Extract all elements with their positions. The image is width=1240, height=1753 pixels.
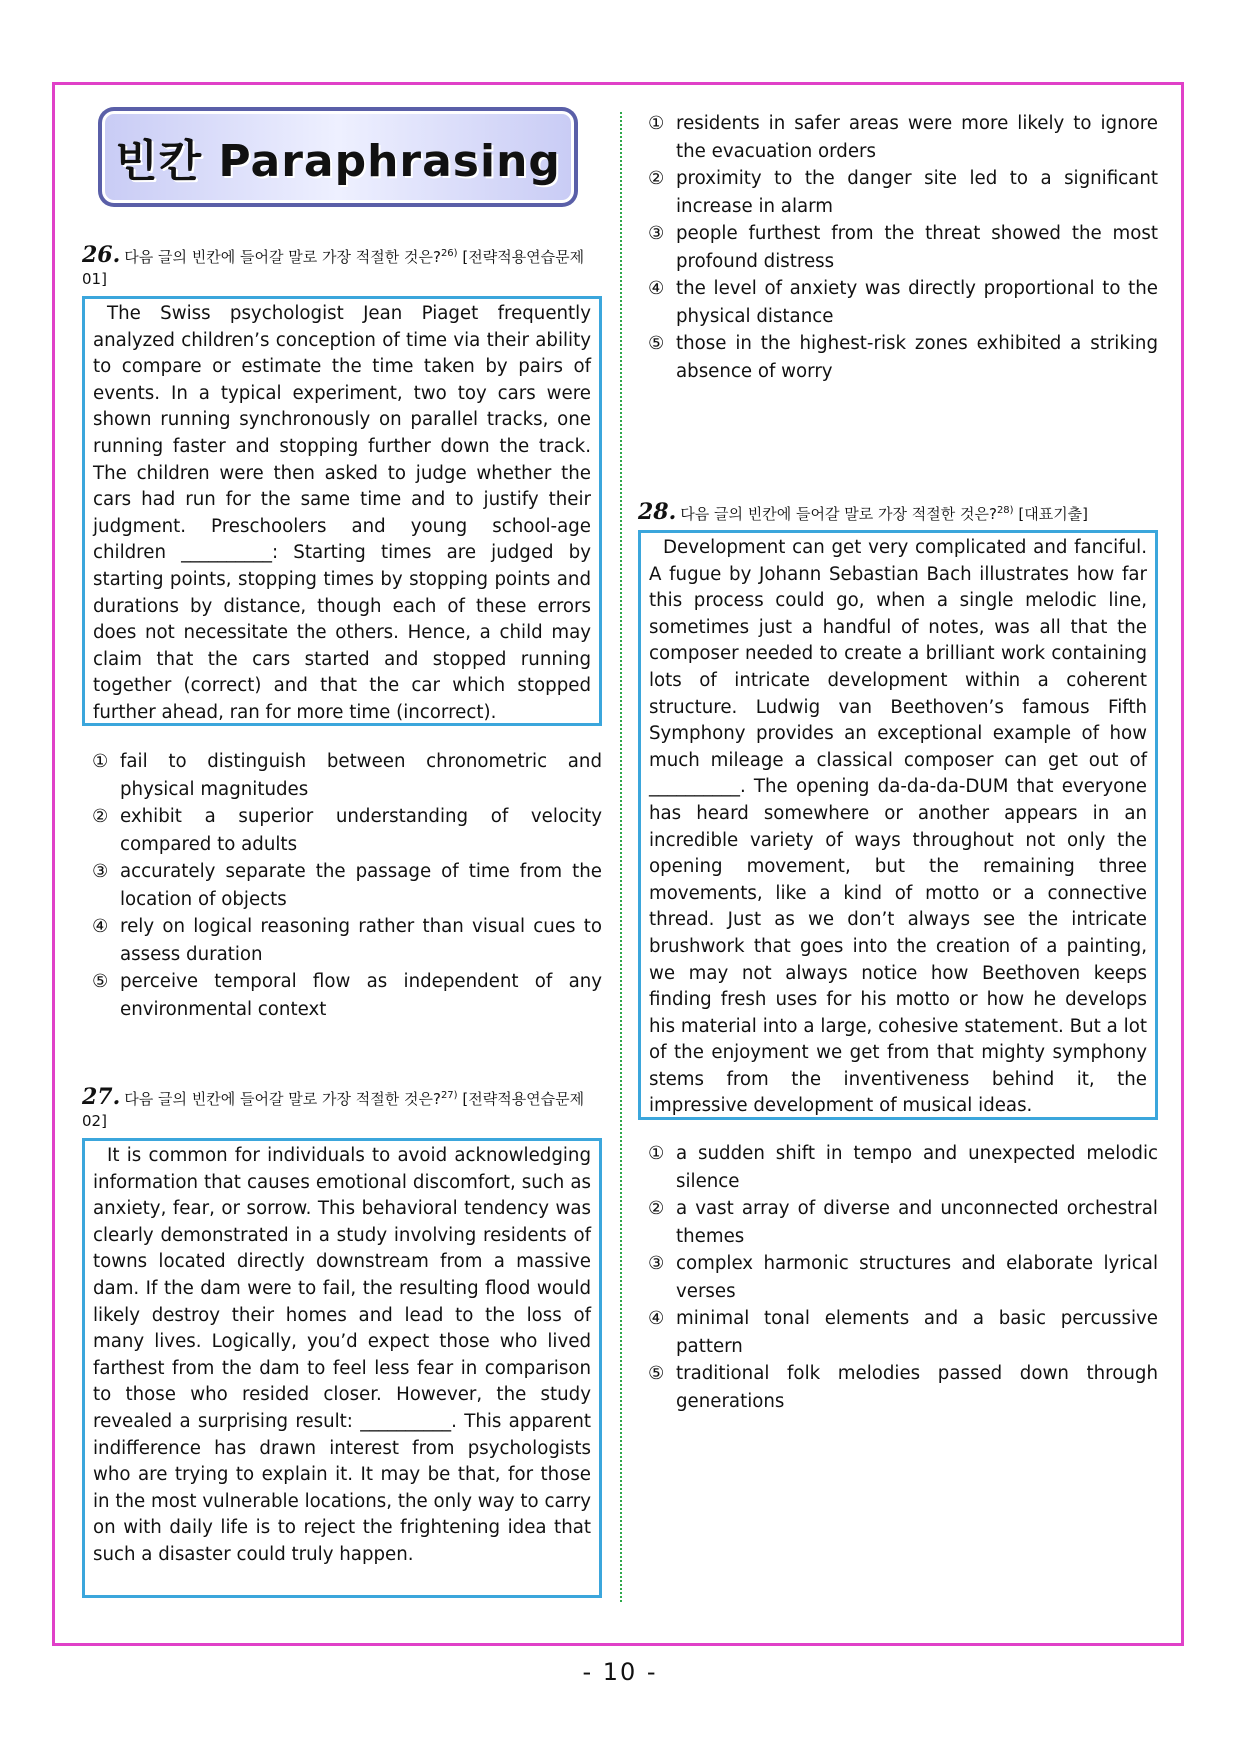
option-marker: ④: [648, 278, 665, 299]
option-marker: ③: [648, 223, 665, 244]
option-text: a sudden shift in tempo and unexpected melodic silence: [676, 1143, 1158, 1192]
question-number: 26.: [82, 242, 121, 268]
column-divider: [620, 112, 622, 1602]
option-5[interactable]: [648, 330, 1158, 385]
question-26-options: [92, 748, 602, 1023]
question-27-header: [82, 1085, 602, 1132]
option-marker: ③: [648, 1253, 665, 1274]
option-text: exhibit a superior understanding of velocity compared to adults: [120, 806, 602, 855]
option-3[interactable]: [648, 1250, 1158, 1305]
question-26-passage: The Swiss psychologist Jean Piaget frequently analyzed children’s conception of time via their ability to compare or estimate the time taken by pairs of events. In a typical experiment, two toy cars were shown running synchronously on parallel tracks, one running faster and stopping further down the track. The children were then asked to judge whether the cars had run for the same time and to justify their judgment. Preschoolers and young school-age children __________: Starting times are judged by starting points, stopping times by stopping points and durations by distance, though each of these errors does not necessitate the others. Hence, a child may claim that the cars started and stopped running together (correct) and that the car which stopped further ahead, ran for more time (incorrect).: [82, 296, 602, 726]
option-2[interactable]: [92, 803, 602, 858]
option-text: proximity to the danger site led to a significant increase in alarm: [676, 168, 1158, 217]
option-4[interactable]: [92, 913, 602, 968]
option-1[interactable]: [648, 110, 1158, 165]
question-number: 27.: [82, 1084, 121, 1110]
option-marker: ⑤: [92, 971, 109, 992]
option-text: the level of anxiety was directly proportional to the physical distance: [676, 278, 1158, 327]
option-3[interactable]: [92, 858, 602, 913]
option-text: minimal tonal elements and a basic percussive pattern: [676, 1308, 1158, 1357]
question-number: 28.: [638, 499, 677, 525]
question-28-header: [638, 500, 1158, 525]
option-text: those in the highest-risk zones exhibited a striking absence of worry: [676, 333, 1158, 382]
footnote-ref: 27): [440, 1090, 458, 1101]
option-marker: ④: [648, 1308, 665, 1329]
section-title: 빈칸 Paraphrasing: [115, 136, 561, 187]
question-tag: [전략적용연습문제02]: [82, 1090, 585, 1130]
section-title-inner: [102, 111, 574, 203]
option-text: residents in safer areas were more likely to ignore the evacuation orders: [676, 113, 1158, 162]
option-marker: ④: [92, 916, 109, 937]
question-prompt: 다음 글의 빈칸에 들어갈 말로 가장 적절한 것은?: [124, 1090, 441, 1108]
option-marker: ①: [648, 113, 665, 134]
option-1[interactable]: [92, 748, 602, 803]
question-28-options: [648, 1140, 1158, 1415]
option-2[interactable]: [648, 1195, 1158, 1250]
option-2[interactable]: [648, 165, 1158, 220]
question-27-options: [648, 110, 1158, 385]
option-text: a vast array of diverse and unconnected orchestral themes: [676, 1198, 1158, 1247]
option-text: rely on logical reasoning rather than visual cues to assess duration: [120, 916, 602, 965]
option-marker: ②: [648, 1198, 665, 1219]
option-marker: ②: [92, 806, 109, 827]
option-marker: ②: [648, 168, 665, 189]
option-5[interactable]: [648, 1360, 1158, 1415]
question-prompt: 다음 글의 빈칸에 들어갈 말로 가장 적절한 것은?: [680, 505, 997, 523]
option-text: perceive temporal flow as independent of any environmental context: [120, 971, 602, 1020]
option-text: complex harmonic structures and elaborate lyrical verses: [676, 1253, 1158, 1302]
option-marker: ①: [92, 751, 109, 772]
page-number: - 10 -: [582, 1658, 658, 1686]
question-prompt: 다음 글의 빈칸에 들어갈 말로 가장 적절한 것은?: [124, 248, 441, 266]
footnote-ref: 28): [996, 505, 1014, 516]
option-text: people furthest from the threat showed the most profound distress: [676, 223, 1158, 272]
option-marker: ⑤: [648, 1363, 665, 1384]
question-tag: [대표기출]: [1018, 505, 1089, 523]
option-marker: ⑤: [648, 333, 665, 354]
option-marker: ①: [648, 1143, 665, 1164]
option-4[interactable]: [648, 275, 1158, 330]
question-28-passage: Development can get very complicated and fanciful. A fugue by Johann Sebastian Bach illustrates how far this process could go, when a single melodic line, sometimes just a handful of notes, was all that the composer needed to create a brilliant work containing lots of intricate development within a coherent structure. Ludwig van Beethoven’s famous Fifth Symphony provides an exceptional example of how much mileage a classical composer can get out of __________. The opening da-da-da-DUM that everyone has heard somewhere or another appears in an incredible variety of ways throughout not only the opening movement, but the remaining three movements, like a kind of motto or a connective thread. Just as we don’t always see the intricate brushwork that goes into the creation of a painting, we may not always notice how Beethoven keeps finding fresh uses for his motto or how he develops his material into a large, cohesive statement. But a lot of the enjoyment we get from that mighty symphony stems from the inventiveness behind it, the impressive development of musical ideas.: [638, 530, 1158, 1120]
question-27-passage: It is common for individuals to avoid acknowledging information that causes emotional discomfort, such as anxiety, fear, or sorrow. This behavioral tendency was clearly demonstrated in a study involving residents of towns located directly downstream from a massive dam. If the dam were to fail, the resulting flood would likely destroy their homes and lead to the loss of many lives. Logically, you’d expect those who lived farthest from the dam to feel less fear in comparison to those who resided closer. However, the study revealed a surprising result: __________. This apparent indifference has drawn interest from psychologists who are trying to explain it. It may be that, for those in the most vulnerable locations, the only way to carry on with daily life is to reject the frightening idea that such a disaster could truly happen.: [82, 1138, 602, 1598]
option-text: traditional folk melodies passed down through generations: [676, 1363, 1158, 1412]
option-3[interactable]: [648, 220, 1158, 275]
question-26-header: [82, 243, 602, 290]
footnote-ref: 26): [440, 248, 458, 259]
option-text: fail to distinguish between chronometric and physical magnitudes: [120, 751, 602, 800]
question-tag: [전략적용연습문제01]: [82, 248, 585, 288]
option-marker: ③: [92, 861, 109, 882]
option-4[interactable]: [648, 1305, 1158, 1360]
option-text: accurately separate the passage of time from the location of objects: [120, 861, 602, 910]
section-title-banner: [98, 107, 578, 207]
option-1[interactable]: [648, 1140, 1158, 1195]
option-5[interactable]: [92, 968, 602, 1023]
